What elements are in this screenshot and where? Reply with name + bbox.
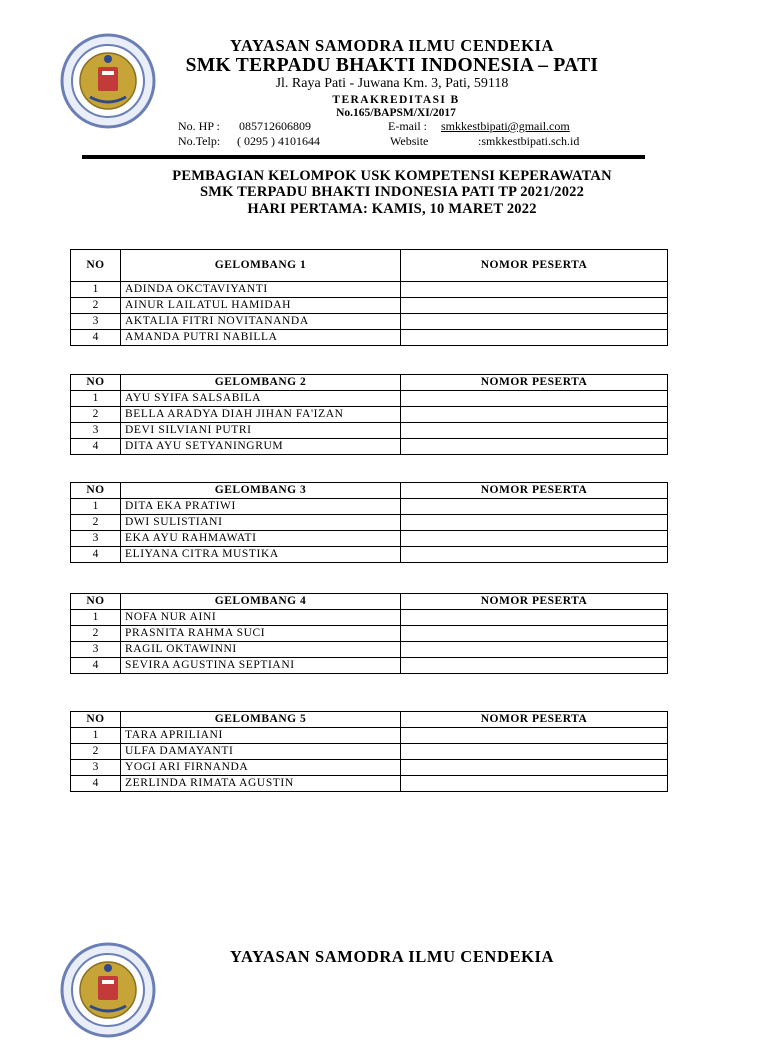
participant-name: BELLA ARADYA DIAH JIHAN FA'IZAN: [121, 407, 401, 423]
participant-number: [401, 298, 668, 314]
row-no: 3: [71, 642, 121, 658]
table-header-row: [71, 250, 668, 282]
hp-label: No. HP :: [178, 119, 220, 133]
row-no: 4: [71, 439, 121, 455]
participant-name: TARA APRILIANI: [121, 728, 401, 744]
row-no: 1: [71, 728, 121, 744]
column-header-group: GELOMBANG 1: [121, 250, 401, 282]
row-no: 1: [71, 282, 121, 298]
telp-value: ( 0295 ) 4101644: [237, 134, 320, 148]
document-title: PEMBAGIAN KELOMPOK USK KOMPETENSI KEPERAWATAN: [172, 168, 612, 184]
participant-number: [401, 531, 668, 547]
table-row: [71, 776, 668, 792]
telp-label: No.Telp:: [178, 134, 221, 148]
participant-number: [401, 407, 668, 423]
participant-name: RAGIL OKTAWINNI: [121, 642, 401, 658]
table-header-row: [71, 712, 668, 728]
row-no: 4: [71, 658, 121, 674]
table-row: [71, 744, 668, 760]
participant-number: [401, 728, 668, 744]
participant-name: DITA EKA PRATIWI: [121, 499, 401, 515]
row-no: 4: [71, 330, 121, 346]
participant-name: SEVIRA AGUSTINA SEPTIANI: [121, 658, 401, 674]
participant-number: [401, 499, 668, 515]
participant-number: [401, 330, 668, 346]
participant-number: [401, 439, 668, 455]
participant-name: AMANDA PUTRI NABILLA: [121, 330, 401, 346]
participant-name: PRASNITA RAHMA SUCI: [121, 626, 401, 642]
column-header-no: NO: [71, 483, 121, 499]
school-name: SMK TERPADU BHAKTI INDONESIA – PATI: [185, 55, 599, 76]
school-address: Jl. Raya Pati - Juwana Km. 3, Pati, 59118: [275, 76, 509, 91]
row-no: 1: [71, 391, 121, 407]
column-header-number: NOMOR PESERTA: [401, 594, 668, 610]
table-header-row: [71, 594, 668, 610]
table-row: [71, 610, 668, 626]
row-no: 2: [71, 298, 121, 314]
table-row: [71, 423, 668, 439]
participant-number: [401, 282, 668, 298]
row-no: 1: [71, 610, 121, 626]
group-2-table: [70, 374, 668, 455]
column-header-group: GELOMBANG 5: [121, 712, 401, 728]
table-row: [71, 499, 668, 515]
table-row: [71, 515, 668, 531]
table-row: [71, 407, 668, 423]
table-row: [71, 439, 668, 455]
row-no: 1: [71, 499, 121, 515]
column-header-number: NOMOR PESERTA: [401, 375, 668, 391]
row-no: 3: [71, 760, 121, 776]
participant-number: [401, 744, 668, 760]
table-row: [71, 330, 668, 346]
participant-number: [401, 423, 668, 439]
accreditation-status: TERAKREDITASI B: [332, 94, 460, 106]
table-row: [71, 298, 668, 314]
participant-number: [401, 658, 668, 674]
participant-number: [401, 626, 668, 642]
row-no: 3: [71, 314, 121, 330]
table-row: [71, 531, 668, 547]
participant-name: ELIYANA CITRA MUSTIKA: [121, 547, 401, 563]
document-date: HARI PERTAMA: KAMIS, 10 MARET 2022: [247, 201, 537, 217]
participant-name: AINUR LAILATUL HAMIDAH: [121, 298, 401, 314]
participant-number: [401, 515, 668, 531]
participant-name: YOGI ARI FIRNANDA: [121, 760, 401, 776]
row-no: 2: [71, 626, 121, 642]
participant-number: [401, 391, 668, 407]
participant-name: DEVI SILVIANI PUTRI: [121, 423, 401, 439]
participant-number: [401, 314, 668, 330]
table-row: [71, 391, 668, 407]
website-label: Website: [390, 134, 429, 148]
participant-name: DITA AYU SETYANINGRUM: [121, 439, 401, 455]
participant-name: ZERLINDA RIMATA AGUSTIN: [121, 776, 401, 792]
table-row: [71, 728, 668, 744]
column-header-group: GELOMBANG 4: [121, 594, 401, 610]
group-5-table: [70, 711, 668, 792]
table-row: [71, 626, 668, 642]
table-header-row: [71, 483, 668, 499]
column-header-number: NOMOR PESERTA: [401, 483, 668, 499]
table-row: [71, 658, 668, 674]
row-no: 2: [71, 407, 121, 423]
participant-number: [401, 776, 668, 792]
email-link[interactable]: smkkestbipati@gmail.com: [441, 119, 570, 133]
participant-number: [401, 760, 668, 776]
column-header-group: GELOMBANG 3: [121, 483, 401, 499]
column-header-number: NOMOR PESERTA: [401, 712, 668, 728]
column-header-no: NO: [71, 594, 121, 610]
group-3-table: [70, 482, 668, 563]
column-header-no: NO: [71, 712, 121, 728]
participant-name: DWI SULISTIANI: [121, 515, 401, 531]
participant-name: AKTALIA FITRI NOVITANANDA: [121, 314, 401, 330]
table-row: [71, 760, 668, 776]
row-no: 2: [71, 515, 121, 531]
row-no: 3: [71, 423, 121, 439]
accreditation-number: No.165/BAPSM/XI/2017: [336, 107, 456, 119]
website-value: :smkkestbipati.sch.id: [478, 134, 580, 148]
column-header-no: NO: [71, 250, 121, 282]
participant-number: [401, 610, 668, 626]
column-header-number: NOMOR PESERTA: [401, 250, 668, 282]
table-row: [71, 547, 668, 563]
document-subtitle: SMK TERPADU BHAKTI INDONESIA PATI TP 2021/2022: [199, 184, 585, 200]
participant-number: [401, 642, 668, 658]
participant-name: AYU SYIFA SALSABILA: [121, 391, 401, 407]
table-row: [71, 282, 668, 298]
header-divider: [82, 155, 645, 159]
foundation-name: YAYASAN SAMODRA ILMU CENDEKIA: [229, 36, 555, 55]
table-row: [71, 314, 668, 330]
hp-value: 085712606809: [239, 119, 311, 133]
row-no: 4: [71, 547, 121, 563]
table-header-row: [71, 375, 668, 391]
participant-name: ADINDA OKCTAVIYANTI: [121, 282, 401, 298]
row-no: 4: [71, 776, 121, 792]
group-4-table: [70, 593, 668, 674]
footer-foundation-name: YAYASAN SAMODRA ILMU CENDEKIA: [229, 947, 555, 966]
participant-name: EKA AYU RAHMAWATI: [121, 531, 401, 547]
row-no: 2: [71, 744, 121, 760]
group-1-table: [70, 249, 668, 346]
column-header-group: GELOMBANG 2: [121, 375, 401, 391]
email-label: E-mail :: [388, 119, 427, 133]
participant-name: NOFA NUR AINI: [121, 610, 401, 626]
table-row: [71, 642, 668, 658]
participant-number: [401, 547, 668, 563]
participant-name: ULFA DAMAYANTI: [121, 744, 401, 760]
column-header-no: NO: [71, 375, 121, 391]
row-no: 3: [71, 531, 121, 547]
